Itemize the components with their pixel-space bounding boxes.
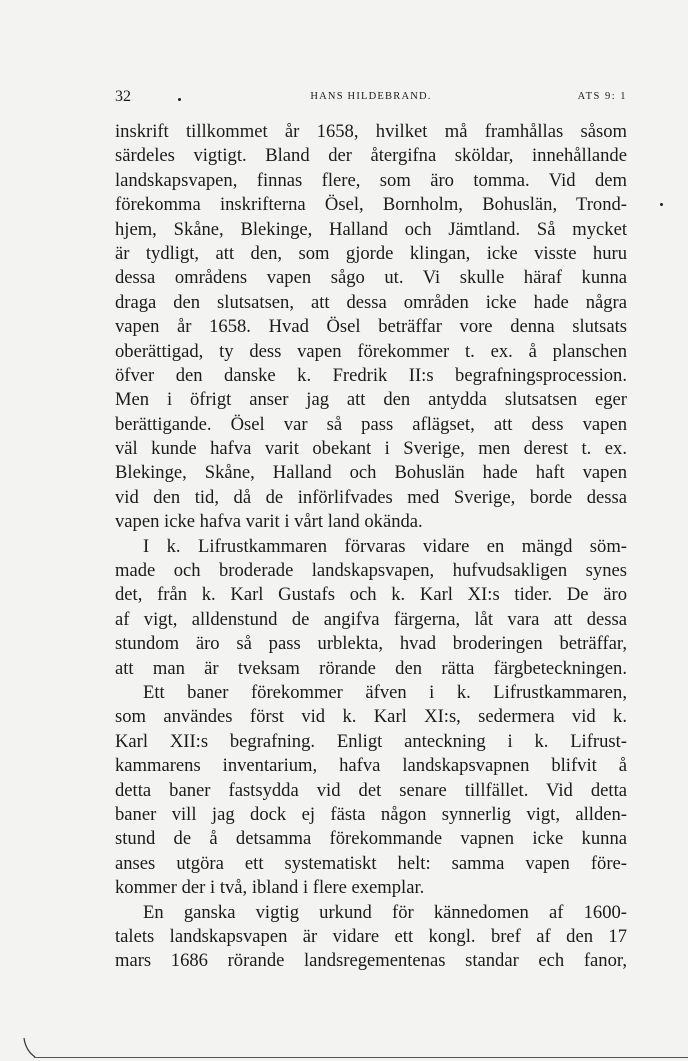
text-line: baner vill jag dock ej fästa någon synnerlig vigt, allden- <box>115 803 627 825</box>
text-line: vapen år 1658. Hvad Ösel beträffar vore denna slutsats <box>115 316 627 338</box>
text-line: made och broderade landskapsvapen, hufvudsakligen synes <box>115 560 627 582</box>
ink-speck <box>660 203 663 206</box>
text-line: af vigt, alldenstund de angifva färgerna, låt vara att dessa <box>115 608 627 630</box>
text-line: inskrift tillkommet år 1658, hvilket må framhållas såsom <box>115 121 627 142</box>
text-line: som användes först vid k. Karl XI:s, sedermera vid k. <box>115 706 627 728</box>
text-line: hjem, Skåne, Blekinge, Halland och Jämtland. Så mycket <box>115 218 627 240</box>
ink-speck <box>178 98 181 101</box>
text-line: kammarens inventarium, hafva landskapsvapnen blifvit å <box>115 755 627 777</box>
text-line: är tydligt, att den, som gjorde klingan, icke visste huru <box>115 242 627 264</box>
text-line: dessa områdens vapen sågo ut. Vi skulle häraf kunna <box>115 267 627 289</box>
text-line: Blekinge, Skåne, Halland och Bohuslän hade haft vapen <box>115 462 627 484</box>
text-line: anses utgöra ett systematiskt helt: samma vapen före- <box>115 852 627 874</box>
text-line: Ett baner förekommer äfven i k. Lifrustkammaren, <box>143 681 627 703</box>
text-line: En ganska vigtig urkund för kännedomen af 1600- <box>143 901 627 923</box>
text-line: I k. Lifrustkammaren förvaras vidare en mängd söm- <box>143 535 627 557</box>
running-title: HANS HILDEBRAND. <box>310 91 432 102</box>
text-line: landskapsvapen, finnas flere, som äro tomma. Vid dem <box>115 169 627 191</box>
text-line: särdeles vigtigt. Bland der återgifna sköldar, innehållande <box>115 145 627 167</box>
text-line: kommer der i två, ibland i flere exemplar. <box>115 877 425 899</box>
text-line: väl kunde hafva varit obekant i Sverige, men derest t. ex. <box>115 438 627 460</box>
text-line: stund de å detsamma förekommande vapnen icke kunna <box>115 828 627 850</box>
text-line: Karl XII:s begrafning. Enligt anteckning i k. Lifrust- <box>115 730 627 752</box>
scan-edge-rule <box>34 1057 688 1058</box>
page-header <box>115 88 627 108</box>
text-line: mars 1686 rörande landsregementenas standar ech fanor, <box>115 950 627 972</box>
text-line: draga den slutsatsen, att dessa områden icke hade några <box>115 291 627 313</box>
scan-edge-mark <box>22 1038 36 1058</box>
body-text <box>115 120 627 974</box>
running-reference: ATS 9: 1 <box>577 91 627 102</box>
text-line: förekomma inskrifterna Ösel, Bornholm, Bohuslän, Trond- <box>115 194 627 216</box>
text-line: oberättigad, ty dess vapen förekommer t. ex. å planschen <box>115 340 627 362</box>
text-line: vid den tid, då de införlifvades med Sverige, borde dessa <box>115 486 627 508</box>
text-line: berättigande. Ösel var så pass aflägset, att dess vapen <box>115 413 627 435</box>
text-line: det, från k. Karl Gustafs och k. Karl XI:s tider. De äro <box>115 584 627 606</box>
text-line: vapen icke hafva varit i vårt land okända. <box>115 511 423 533</box>
text-line: stundom äro så pass urblekta, hvad broderingen beträffar, <box>115 633 627 655</box>
text-line: detta baner fastsydda vid det senare tillfället. Vid detta <box>115 779 627 801</box>
text-line: Men i öfrigt anser jag att den antydda slutsatsen eger <box>115 389 627 411</box>
page-number: 32 <box>115 88 131 105</box>
text-line: öfver den danske k. Fredrik II:s begrafningsprocession. <box>115 364 627 386</box>
text-line: att man är tveksam rörande den rätta färgbeteckningen. <box>115 657 627 679</box>
text-line: talets landskapsvapen är vidare ett kongl. bref af den 17 <box>115 925 627 947</box>
